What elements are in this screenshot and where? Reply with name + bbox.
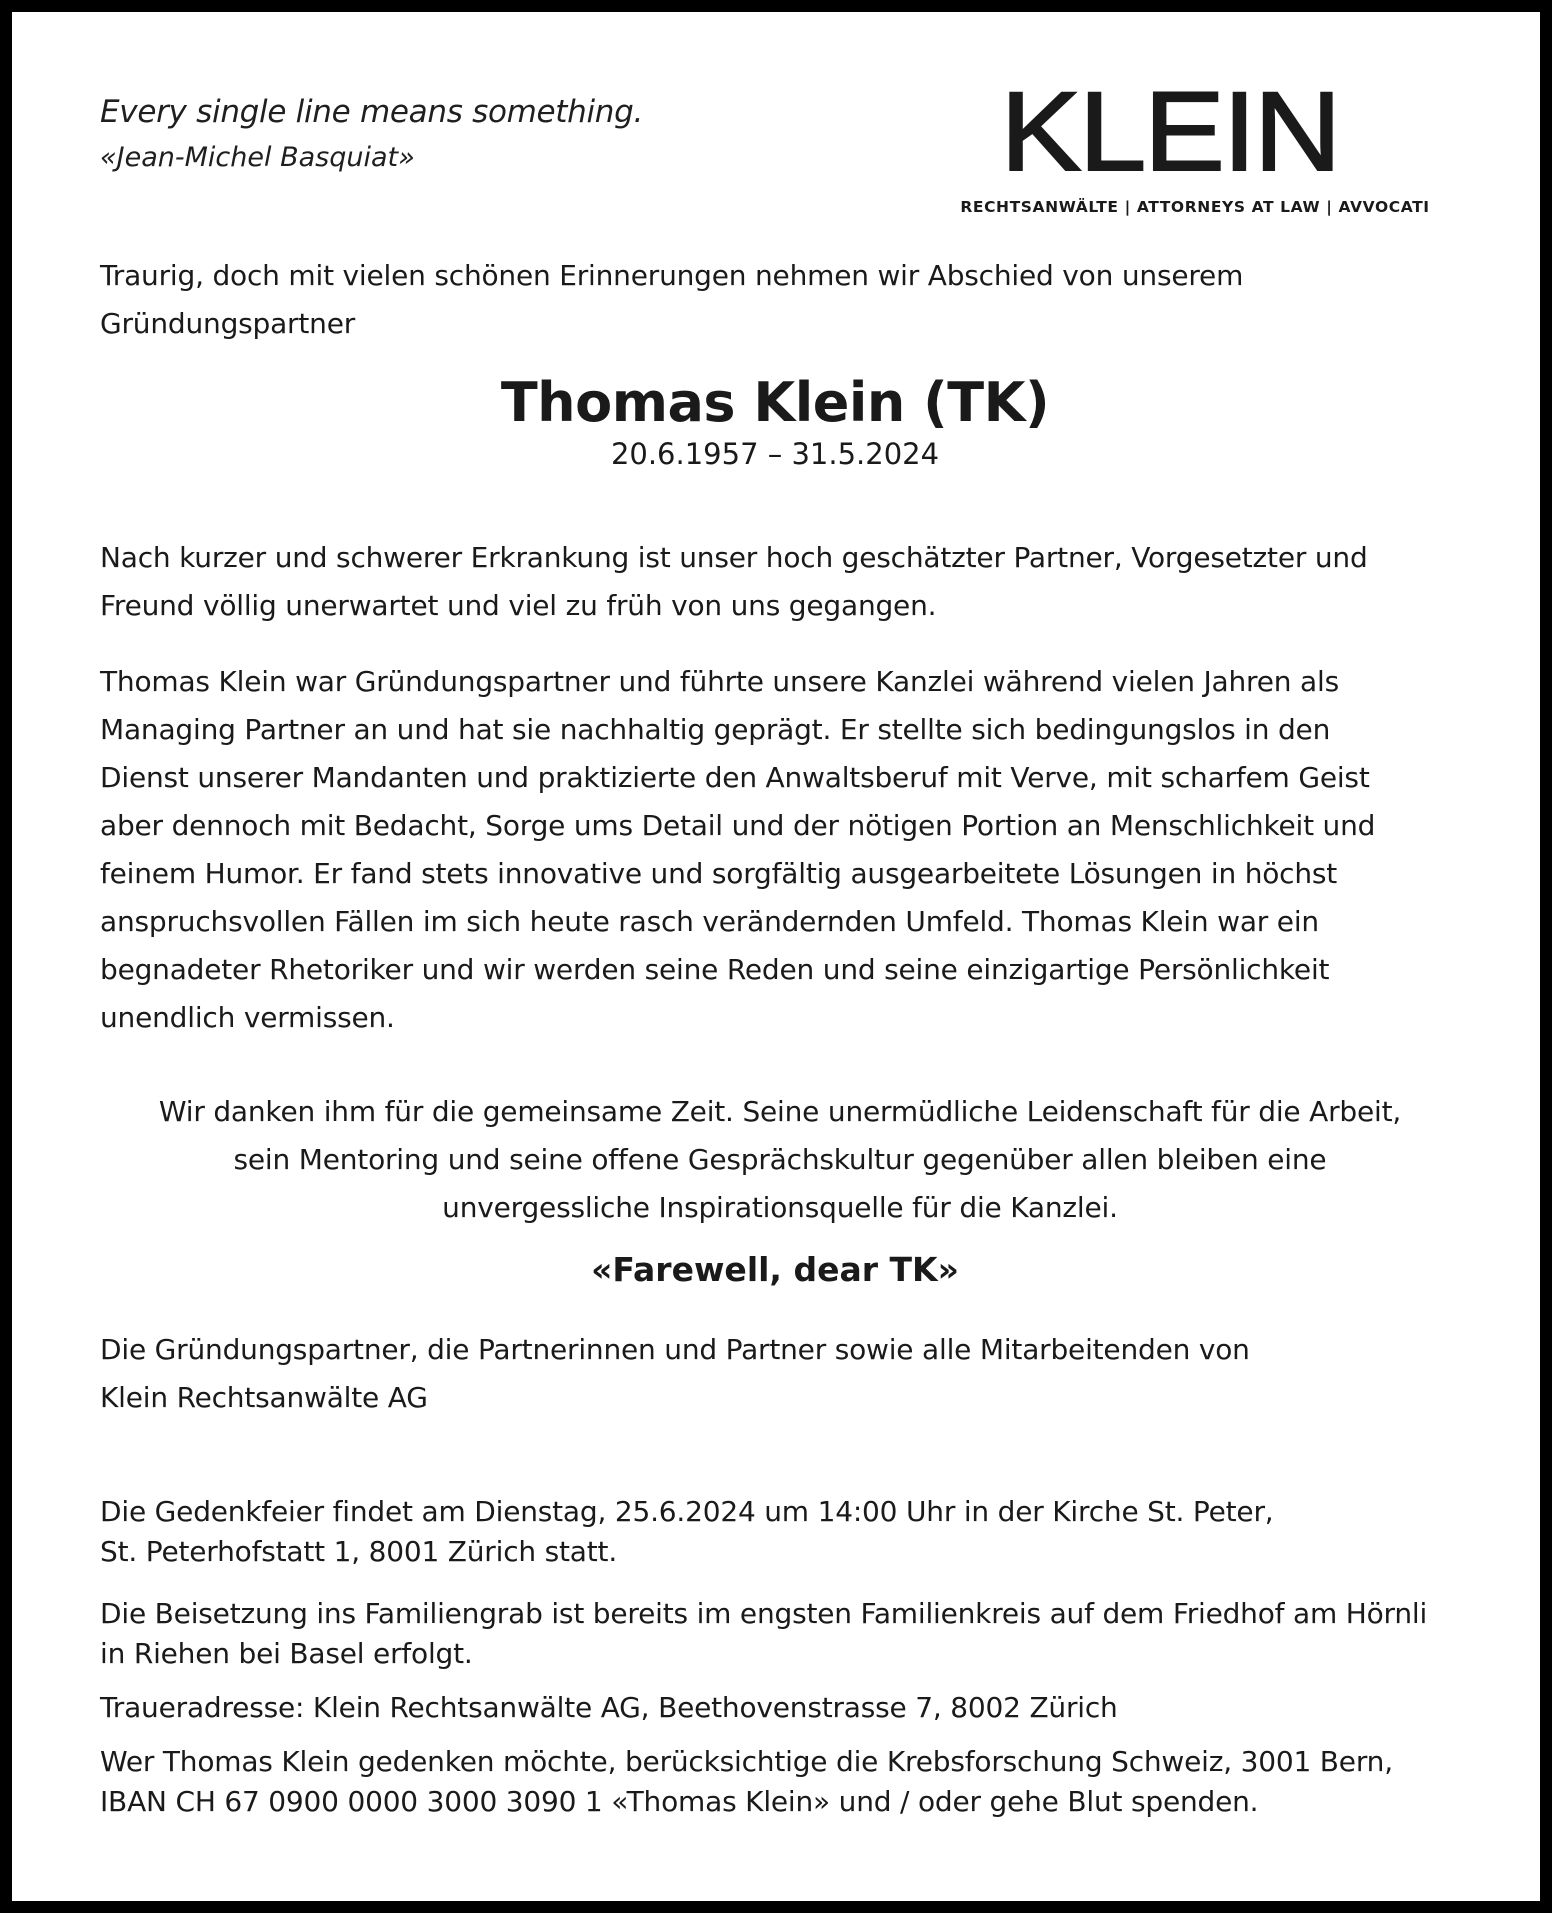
firm-logo [950,69,1440,216]
text-line: Nach kurzer und schwerer Erkrankung ist unser hoch geschätzter Partner, Vorgesetzter und [100,541,1368,574]
logo-wordmark: KLEIN [1000,69,1340,194]
text-line: IBAN CH 67 0900 0000 3000 3090 1 «Thomas Klein» und / oder gehe Blut spenden. [100,1785,1259,1818]
memorial-service-info [100,1492,1460,1572]
text-line: Dienst unserer Mandanten und praktizierte den Anwaltsberuf mit Verve, mit scharfem Geist [100,761,1370,794]
text-line: Wer Thomas Klein gedenken möchte, berücksichtige die Krebsforschung Schweiz, 3001 Bern, [100,1745,1393,1778]
text-line: Die Beisetzung ins Familiengrab ist bereits im engsten Familienkreis auf dem Friedhof am Hörnli [100,1597,1428,1630]
text-line: in Riehen bei Basel erfolgt. [100,1637,473,1670]
life-dates: 20.6.1957 – 31.5.2024 [610,437,940,471]
mourning-address: Traueradresse: Klein Rechtsanwälte AG, Beethovenstrasse 7, 8002 Zürich [100,1691,1118,1724]
text-line: Die Gedenkfeier findet am Dienstag, 25.6.2024 um 14:00 Uhr in der Kirche St. Peter, [100,1495,1274,1528]
deceased-name: Thomas Klein (TK) [500,371,1050,434]
text-line: begnadeter Rhetoriker und wir werden seine Reden und seine einzigartige Persönlichkeit [100,953,1330,986]
text-line: aber dennoch mit Bedacht, Sorge ums Detail und der nötigen Portion an Menschlichkeit und [100,809,1376,842]
text-line: feinem Humor. Er fand stets innovative und sorgfältig ausgearbeitete Lösungen in höchst [100,857,1338,890]
text-line: Die Gründungspartner, die Partnerinnen und Partner sowie alle Mitarbeitenden von [100,1333,1250,1366]
logo-tagline: RECHTSANWÄLTE | ATTORNEYS AT LAW | AVVOCATI [960,198,1430,216]
text-line: Managing Partner an und hat sie nachhaltig geprägt. Er stellte sich bedingungslos in den [100,713,1331,746]
header [100,69,1440,216]
paragraph-tribute [100,658,1460,1042]
intro-line: Traurig, doch mit vielen schönen Erinnerungen nehmen wir Abschied von unserem [100,259,1244,292]
text-line: unendlich vermissen. [100,1001,395,1034]
text-line: unvergessliche Inspirationsquelle für die Kanzlei. [442,1191,1118,1224]
text-line: Wir danken ihm für die gemeinsame Zeit. Seine unermüdliche Leidenschaft für die Arbeit, [158,1095,1402,1128]
text-line: Freund völlig unerwartet und viel zu früh von uns gegangen. [100,589,937,622]
intro-line: Gründungspartner [100,307,356,340]
text-line: sein Mentoring und seine offene Gesprächskultur gegenüber allen bleiben eine [233,1143,1327,1176]
farewell-line: «Farewell, dear TK» [591,1250,959,1289]
text-line: anspruchsvollen Fällen im sich heute rasch verändernden Umfeld. Thomas Klein war ein [100,905,1319,938]
obituary-content [100,252,1460,1822]
text-line: Thomas Klein war Gründungspartner und führte unsere Kanzlei während vielen Jahren als [100,665,1339,698]
epigraph-quote: Every single line means something. [100,94,644,130]
intro-text [100,252,1460,348]
donation-info [100,1742,1460,1822]
burial-info [100,1594,1460,1674]
epigraph-author: «Jean-Michel Basquiat» [100,142,415,173]
thanks-paragraph [100,1088,1460,1232]
paragraph-illness [100,534,1460,630]
text-line: St. Peterhofstatt 1, 8001 Zürich statt. [100,1535,618,1568]
signoff [100,1326,1460,1422]
text-line: Klein Rechtsanwälte AG [100,1381,428,1414]
